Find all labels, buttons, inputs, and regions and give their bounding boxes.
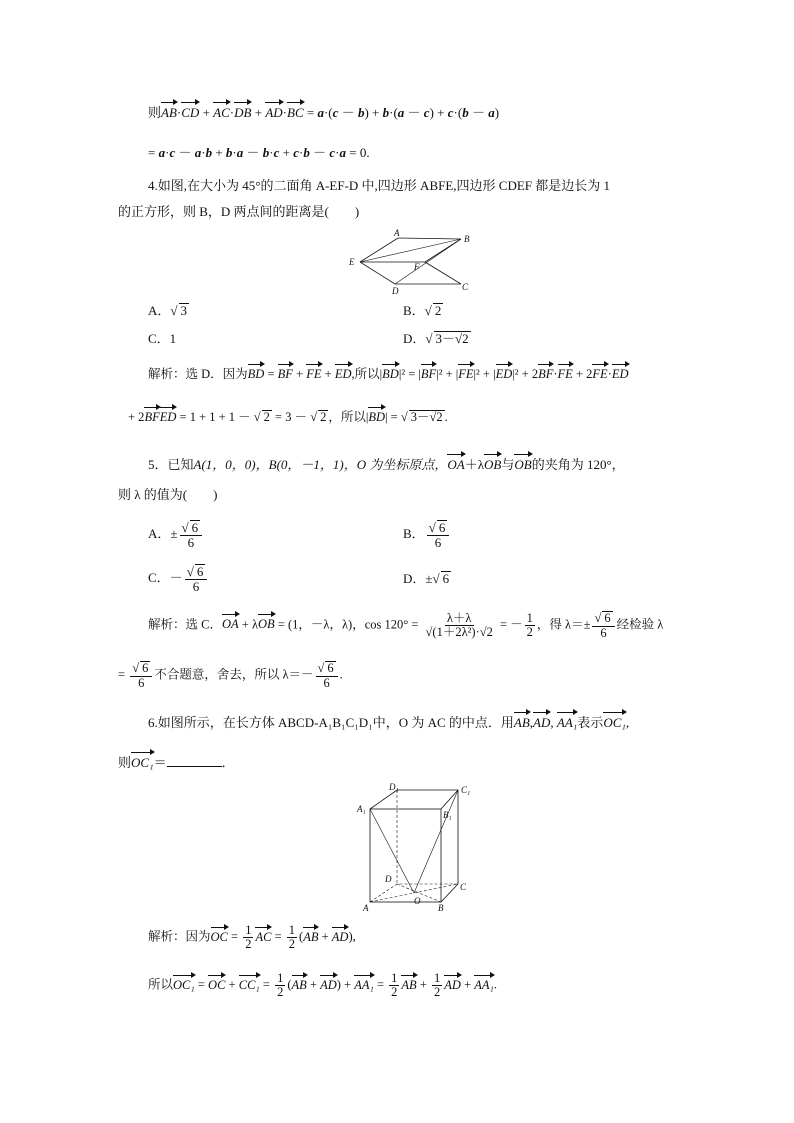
option-letter: D． — [403, 571, 426, 586]
option-letter: A． — [148, 303, 171, 318]
figure-cuboid — [355, 780, 475, 916]
fig2-label-A: A — [363, 903, 369, 913]
line-identity-result: = a·c － a·b + b·a － b·c + c·b － c·a = 0. — [148, 145, 370, 160]
solution-4-line-2: + 2BFED = 1 + 1 + 1 － √ 2 = 3 － √ 2 ，所以|BD| = √ 3－√2 . — [128, 405, 448, 428]
option-letter: A． — [148, 525, 171, 541]
fig2-label-B1: B₁ — [443, 810, 452, 820]
problem-4-stem-2 — [118, 201, 359, 223]
sqrt-2: 2 — [434, 303, 442, 318]
option-letter: C． — [148, 569, 170, 585]
problem-6-stem-2: 则OC₁＝ ． — [118, 750, 235, 774]
problem-6-pre2: 则 — [118, 755, 132, 770]
fig2-label-A1: A₁ — [357, 804, 366, 814]
problem-4-option-D: D．√ 3－√2 — [403, 331, 469, 346]
fig2-label-D1: D₁ — [389, 782, 399, 792]
sol5-reject: 不合题意，舍去，所以 λ＝－ — [154, 667, 314, 682]
vec-AB: AB — [161, 100, 177, 119]
solution-label: 解析： — [148, 617, 186, 632]
problem-5-post: 的夹角为 120°， — [531, 457, 625, 472]
option-letter: B． — [403, 303, 425, 318]
fig1-label-A: A — [394, 228, 400, 238]
sqrt-result: 3－√2 — [410, 410, 443, 424]
fig1-label-C: C — [462, 282, 469, 292]
problem-6-post2: ＝ — [153, 755, 167, 770]
problem-4-option-B: B．√ 2 — [403, 303, 442, 318]
option-letter: D． — [403, 331, 426, 346]
then-prefix: 则 — [148, 105, 162, 120]
vec-DB: DB — [234, 100, 251, 119]
problem-5-option-C: C．－ $\frac{√ 6}{6}$ — [148, 564, 209, 594]
fig2-label-C1: C₁ — [461, 785, 471, 795]
fig1-label-B: B — [464, 234, 470, 244]
fig1-label-E: E — [349, 257, 355, 267]
fig2-label-O: O — [414, 896, 421, 906]
sol5-get: ，得 λ＝± — [536, 617, 591, 632]
vec-BC: BC — [287, 100, 304, 119]
fig2-label-C: C — [460, 882, 467, 892]
problem-4-text: 如图,在大小为 45°的二面角 A-EF-D 中,四边形 ABFE,四边形 CDEF 都是边长为 1 — [157, 178, 611, 193]
problem-4-text-2: 的正方形，则 B，D 两点间的距离是( ) — [118, 204, 360, 219]
period: ． — [221, 755, 235, 770]
solution-6-line-1: 解析：因为OC = $\frac{1}{2}$ AC = $\frac{1}{2}$ (AB + AD), — [148, 923, 356, 952]
problem-5-stem-2 — [118, 484, 217, 506]
problem-6-stem: 6.如图所示，在长方体 ABCD-A₁B₁C₁D₁中，O 为 AC 的中点．用AB,AD, AA₁表示OC₁, — [148, 710, 629, 734]
problem-6-post: 表示 — [577, 715, 604, 730]
problem-5-stem: 5．已知A(1，0，0)，B(0，－1，1)，O 为坐标原点，OA＋λOB与OB的夹角为 120°， — [148, 452, 625, 476]
fig2-label-B: B — [438, 903, 444, 913]
problem-5-text-2: 则 λ 的值为( ) — [118, 487, 218, 502]
fig1-label-D: D — [392, 286, 399, 296]
problem-5-points: A(1，0，0)，B(0，－1，1)，O 为坐标原点， — [193, 457, 448, 472]
figure-dihedral-angle — [345, 228, 475, 300]
vec-AC: AC — [213, 100, 230, 119]
so-text: 所以 — [148, 977, 174, 992]
solution-6-line-2: 所以OC₁ = OC + CC₁ = $\frac{1}{2}$ (AB + AD) + AA₁ = $\frac{1}{2}$ AB + $\frac{1}{2}$ AD + AA₁. — [148, 971, 497, 1000]
solution-label: 解析： — [148, 367, 186, 381]
sqrt-3: 3 — [180, 303, 188, 318]
zero-result: 0. — [359, 145, 370, 160]
problem-6-number: 6. — [148, 715, 158, 730]
sol6-pre: 因为 — [185, 929, 211, 944]
problem-4-option-C — [148, 328, 176, 350]
problem-5-option-B: B． $\frac{√ 6}{6}$ — [403, 520, 451, 550]
problem-5-number: 5． — [148, 457, 168, 472]
solution-5-line-1: 解析：选 C．OA + λOB = (1，－λ，λ)，cos 120° = $\frac{\lambda+\lambda}{\text{√(1＋2λ²)·√2}}$ = － $\frac{1}{2}$ ，得 λ＝± $\frac{√ 6}{6}$ 经检验 λ — [148, 610, 664, 640]
so-text: 所以 — [340, 410, 366, 424]
sol5-choice: 选 C． — [185, 617, 222, 632]
so-text: 所以 — [354, 367, 380, 381]
solution-4-line-1: 解析：选 D．因为BD = BF + FE + ED,所以|BD|² = |BF|² + |FE|² + |ED|² + 2BF·FE + 2FE·ED — [148, 362, 629, 385]
problem-5-option-D: D．±√ 6 — [403, 571, 450, 586]
problem-4-number: 4. — [148, 178, 158, 193]
problem-6-text: 如图所示，在长方体 ABCD-A₁B₁C₁D₁中，O 为 AC 的中点．用 — [157, 715, 514, 730]
sqrt-3-minus-sqrt-2: 3－√2 — [435, 331, 469, 346]
solution-label: 解析： — [148, 929, 186, 944]
line-identity: 则AB·CD + AC·DB + AD·BC = a·(c － b) + b·(a － c) + c·(b － a) — [148, 100, 499, 124]
problem-5-mid: 与 — [501, 457, 515, 472]
fig1-label-F: F — [414, 262, 420, 272]
sol5-check: 经检验 λ — [616, 617, 664, 632]
option-letter: C． — [148, 331, 170, 346]
vec-AD: AD — [265, 100, 282, 119]
problem-4-option-A: A．√ 3 — [148, 303, 188, 318]
sol4-choice: 选 D．因为 — [185, 367, 248, 381]
option-C-value: 1 — [169, 331, 177, 346]
answer-blank — [167, 754, 222, 767]
problem-5-option-A: A．± $\frac{√ 6}{6}$ — [148, 520, 204, 550]
problem-4-stem — [148, 175, 610, 197]
option-letter: B． — [403, 525, 425, 541]
solution-5-line-2: = $\frac{√ 6}{6}$ 不合题意，舍去，所以 λ＝－ $\frac{√ 6}{6}$ . — [118, 661, 343, 690]
vec-CD: CD — [181, 100, 199, 119]
fig2-label-D: D — [385, 874, 392, 884]
frac-num: λ＋λ — [446, 610, 472, 625]
problem-5-pre: 已知 — [167, 457, 194, 472]
